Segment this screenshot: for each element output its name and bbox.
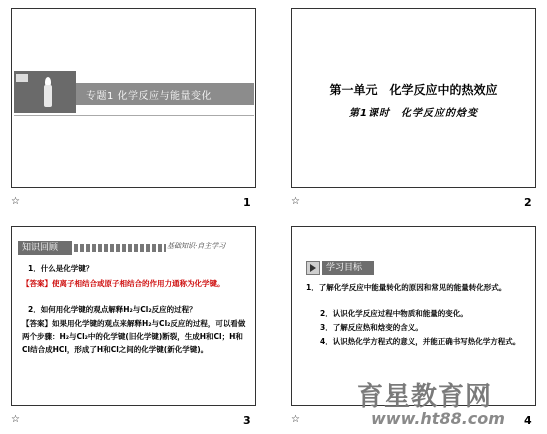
section-tag: 学习目标	[322, 261, 374, 275]
star-icon[interactable]: ☆	[11, 414, 20, 425]
answer-1: 【答案】使离子相结合或原子相结合的作用力通称为化学键。	[22, 279, 225, 288]
lesson-subheading: 第1课时 化学反应的焓变	[349, 108, 478, 119]
page-number: 1	[243, 196, 251, 209]
arrow-right-icon	[306, 261, 320, 275]
objective-3: 3．了解反应热和焓变的含义。	[320, 323, 423, 332]
star-icon[interactable]: ☆	[11, 196, 20, 207]
question-2: 2．如何用化学键的观点解释H₂与Cl₂反应的过程？	[28, 305, 197, 314]
candle-icon	[44, 85, 52, 107]
watermark-url: www.ht88.com	[371, 409, 505, 428]
photo-label	[16, 74, 28, 82]
page-number: 2	[524, 196, 532, 209]
star-icon[interactable]: ☆	[291, 414, 300, 425]
objective-4: 4．认识热化学方程式的意义，并能正确书写热化学方程式。	[320, 337, 521, 346]
objective-2: 2．认识化学反应过程中物质和能量的变化。	[320, 309, 468, 318]
header-bar	[74, 244, 166, 252]
section-tag: 知识回顾	[18, 241, 72, 255]
slide-1[interactable]	[11, 8, 256, 188]
slide-3[interactable]	[11, 226, 256, 406]
slide-title: 专题1 化学反应与能量变化	[86, 91, 213, 102]
title-band	[76, 83, 254, 105]
unit-heading: 第一单元 化学反应中的热效应	[329, 83, 498, 97]
objective-1: 1．了解化学反应中能量转化的原因和常见的能量转化形式。	[306, 283, 507, 292]
divider-line	[14, 115, 254, 116]
star-icon[interactable]: ☆	[291, 196, 300, 207]
right-header: 基础知识·自主学习	[167, 242, 226, 250]
slide-2[interactable]	[291, 8, 536, 188]
question-1: 1．什么是化学键？	[28, 264, 94, 273]
page-number: 3	[243, 414, 251, 427]
page-number: 4	[524, 414, 532, 427]
answer-2: 【答案】如果用化学键的观点来解释H₂与Cl₂反应的过程，可以看做两个步骤：H₂与Cl₂中的化学键(旧化学键)断裂，生成H和Cl；H和Cl结合成HCl，形成了H和Cl之间的化学键(新化学键)。	[22, 319, 246, 354]
watermark-title: 育星教育网	[357, 382, 493, 412]
candle-photo	[14, 71, 76, 113]
